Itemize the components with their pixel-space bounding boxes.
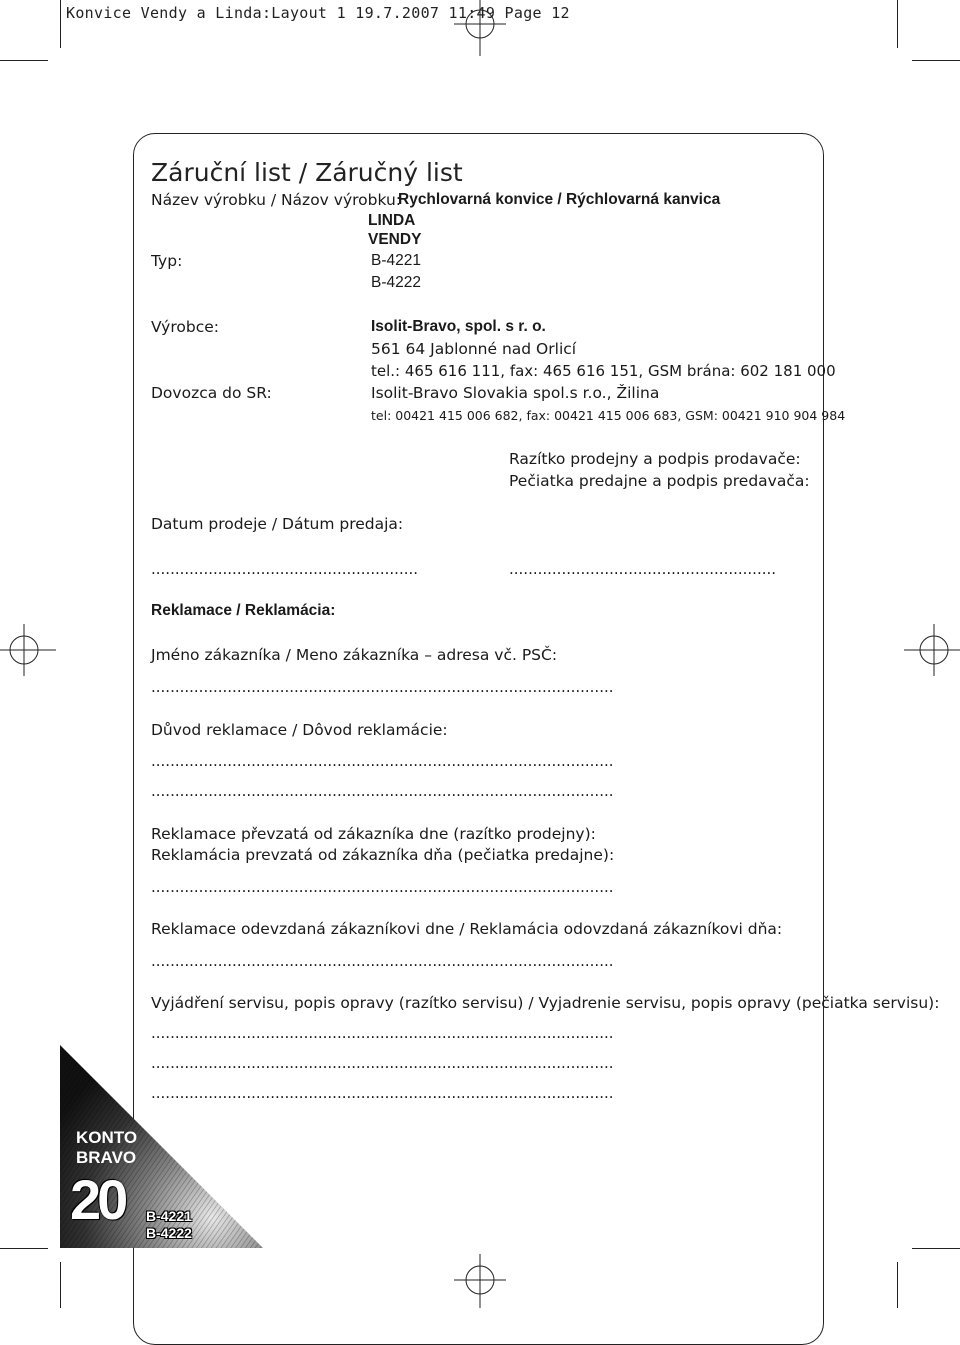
- product-model-linda: LINDA: [368, 212, 416, 229]
- sale-date-label: Datum prodeje / Dátum predaja:: [151, 515, 404, 533]
- importer-name: Isolit-Bravo Slovakia spol.s r.o., Žilina: [371, 384, 660, 402]
- product-model-vendy: VENDY: [368, 231, 422, 248]
- customer-field[interactable]: .................................................................................................: [151, 678, 614, 696]
- manufacturer-name: Isolit-Bravo, spol. s r. o.: [371, 318, 546, 335]
- corner-number: 20: [70, 1168, 125, 1231]
- service-field-3[interactable]: .................................................................................................: [151, 1084, 614, 1102]
- page-title: Záruční list / Záručný list: [151, 158, 463, 187]
- product-label: Název výrobku / Názov výrobku:: [151, 191, 402, 209]
- returned-label: Reklamace odevzdaná zákazníkovi dne / Reklamácia odovzdaná zákazníkovi dňa:: [151, 920, 783, 938]
- reason-label: Důvod reklamace / Dôvod reklamácie:: [151, 721, 448, 739]
- customer-label: Jméno zákazníka / Meno zákazníka – adresa vč. PSČ:: [151, 646, 558, 664]
- corner-brand-bravo: BRAVO: [76, 1148, 137, 1167]
- type-code-2: B-4222: [371, 274, 421, 291]
- print-slug: Konvice Vendy a Linda:Layout 1 19.7.2007 11:49 Page 12: [66, 4, 570, 22]
- type-code-1: B-4221: [371, 252, 421, 269]
- returned-field[interactable]: .................................................................................................: [151, 952, 614, 970]
- received-label-sk: Reklamácia prevzatá od zákazníka dňa (pečiatka predajne):: [151, 846, 615, 864]
- importer-label: Dovozca do SR:: [151, 384, 272, 402]
- product-name: Rychlovarná konvice / Rýchlovarná kanvica: [398, 191, 721, 208]
- claims-heading: Reklamace / Reklamácia:: [151, 602, 336, 619]
- service-field-1[interactable]: .................................................................................................: [151, 1024, 614, 1042]
- stamp-label-sk: Pečiatka predajne a podpis predavača:: [509, 472, 810, 490]
- stamp-signature-field[interactable]: ........................................................: [509, 560, 777, 578]
- manufacturer-phone: tel.: 465 616 111, fax: 465 616 151, GSM brána: 602 181 000: [371, 362, 836, 380]
- service-field-2[interactable]: .................................................................................................: [151, 1054, 614, 1072]
- registration-mark-left: [0, 610, 60, 690]
- manufacturer-address: 561 64 Jablonné nad Orlicí: [371, 340, 577, 358]
- registration-mark-right: [900, 610, 960, 690]
- importer-phone: tel: 00421 415 006 682, fax: 00421 415 006 683, GSM: 00421 910 904 984: [371, 408, 846, 423]
- manufacturer-label: Výrobce:: [151, 318, 219, 336]
- reason-field-1[interactable]: .................................................................................................: [151, 752, 614, 770]
- corner-brand-konto: KONTO: [76, 1128, 138, 1147]
- service-label: Vyjádření servisu, popis opravy (razítko servisu) / Vyjadrenie servisu, popis opravy (pečiatka servisu):: [151, 994, 940, 1012]
- sale-date-field[interactable]: ........................................................: [151, 560, 419, 578]
- stamp-label-cz: Razítko prodejny a podpis prodavače:: [509, 450, 801, 468]
- reason-field-2[interactable]: .................................................................................................: [151, 782, 614, 800]
- corner-code-1: B-4221: [146, 1208, 192, 1224]
- received-label-cz: Reklamace převzatá od zákazníka dne (razítko prodejny):: [151, 825, 596, 843]
- received-field[interactable]: .................................................................................................: [151, 878, 614, 896]
- corner-code-2: B-4222: [146, 1225, 192, 1241]
- registration-mark-top: [440, 0, 520, 60]
- type-label: Typ:: [151, 252, 183, 270]
